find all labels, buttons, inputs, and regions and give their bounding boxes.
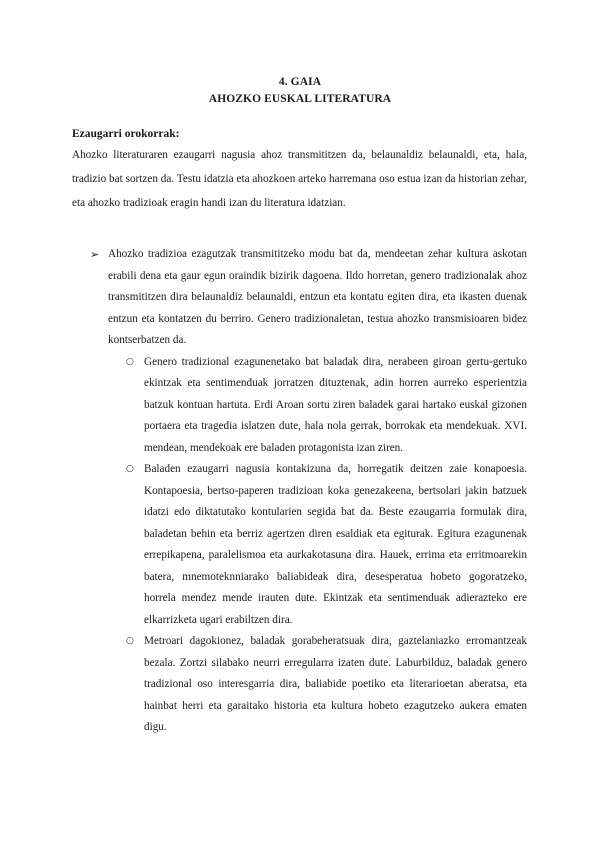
sub-bullet-text: Metroari dagokionez, baladak gorabeheratsuak dira, gaztelaniazko erromantzeak bezala. Zortzi silabako neurri erregularra izaten dute. Laburbilduz, baladak genero tradizional oso interesgarria dira, baliabide poetiko eta literarioetan aberatsa, eta hainbat herri eta garaitako historia eta kultura hobeto ezagutzeko aukera ematen digu. — [144, 635, 527, 733]
sub-bullet-item — [90, 459, 527, 631]
section-heading: Ezaugarri orokorrak: — [72, 128, 180, 140]
circle-bullet-icon: ○ — [126, 464, 134, 474]
circle-bullet-icon: ○ — [126, 636, 134, 646]
bullet-section — [90, 244, 527, 739]
intro-paragraph: Ahozko literaturaren ezaugarri nagusia ahoz transmititzen da, belaunaldiz belaunaldi, eta, hala, tradizio bat sortzen da. Testu idatzia eta ahozkoen arteko harremana oso estua izan da historian zehar, eta ahozko tradizioak eragin handi izan du literatura idatzian. — [72, 149, 527, 209]
main-bullet-text: Ahozko tradizioa ezagutzak transmititzeko modu bat da, mendeetan zehar kultura askotan erabili dena eta gaur egun oraindik bizirik dagoena. Ildo horretan, genero tradizionalak ahoz transmititzen dira belaunaldiz belaunaldi, entzun eta kontatu egiten dira, eta ikasten duenak entzun eta kontatzen du berriro. Genero tradizionaletan, testua ahozko transmisioaren bidez kontserbatzen da. — [108, 248, 527, 346]
circle-bullet-icon: ○ — [126, 356, 134, 367]
sub-bullet-text: Baladen ezaugarri nagusia kontakizuna da, horregatik deitzen zaie konapoesia. Kontapoesia, bertso-paperen tradizioan koka genezakeena, bertsolari jakin batzuek idatzi edo diktatutako kontularien segida bat da. Beste ezaugarria formulak dira, baladetan behin eta berriz agertzen diren esaldiak eta egiturak. Egitura ezagunenak errepikapena, paralelismoa eta aurkakotasuna dira. Hauek, errima eta erritmoarekin batera, mnemoteknniarako baliabideak dira, desesperatua hobeto gogoratzeko, horrela mendez mende irauten dute. Ekintzak eta sentimenduak adierazteko ere elkarrizketa ugari erabiltzen dira. — [144, 463, 527, 626]
arrow-bullet-icon: ➢ — [90, 248, 100, 261]
chapter-number: 4. GAIA — [278, 76, 322, 88]
main-bullet-item — [90, 244, 527, 352]
sub-bullet-text: Genero tradizional ezagunenetako bat baladak dira, nerabeen giroan gertu-gertuko ekintzak eta sentimenduak jorratzen dituztenak, adin horren aurreko esperientzia batzuk kontuan hartuta. Erdi Aroan sortu ziren baladek garai hartako euskal gizonen portaera eta tragedia islatzen dute, hala nola gerrak, borrokak eta mendekuak. XVI. mendean, mendekoak ere baladen protagonista izan ziren. — [144, 355, 527, 454]
sub-bullet-item — [90, 352, 527, 460]
sub-bullet-list — [90, 352, 527, 739]
chapter-title: AHOZKO EUSKAL LITERATURA — [208, 93, 392, 105]
sub-bullet-item — [90, 631, 527, 739]
chapter-title-block — [0, 74, 600, 108]
